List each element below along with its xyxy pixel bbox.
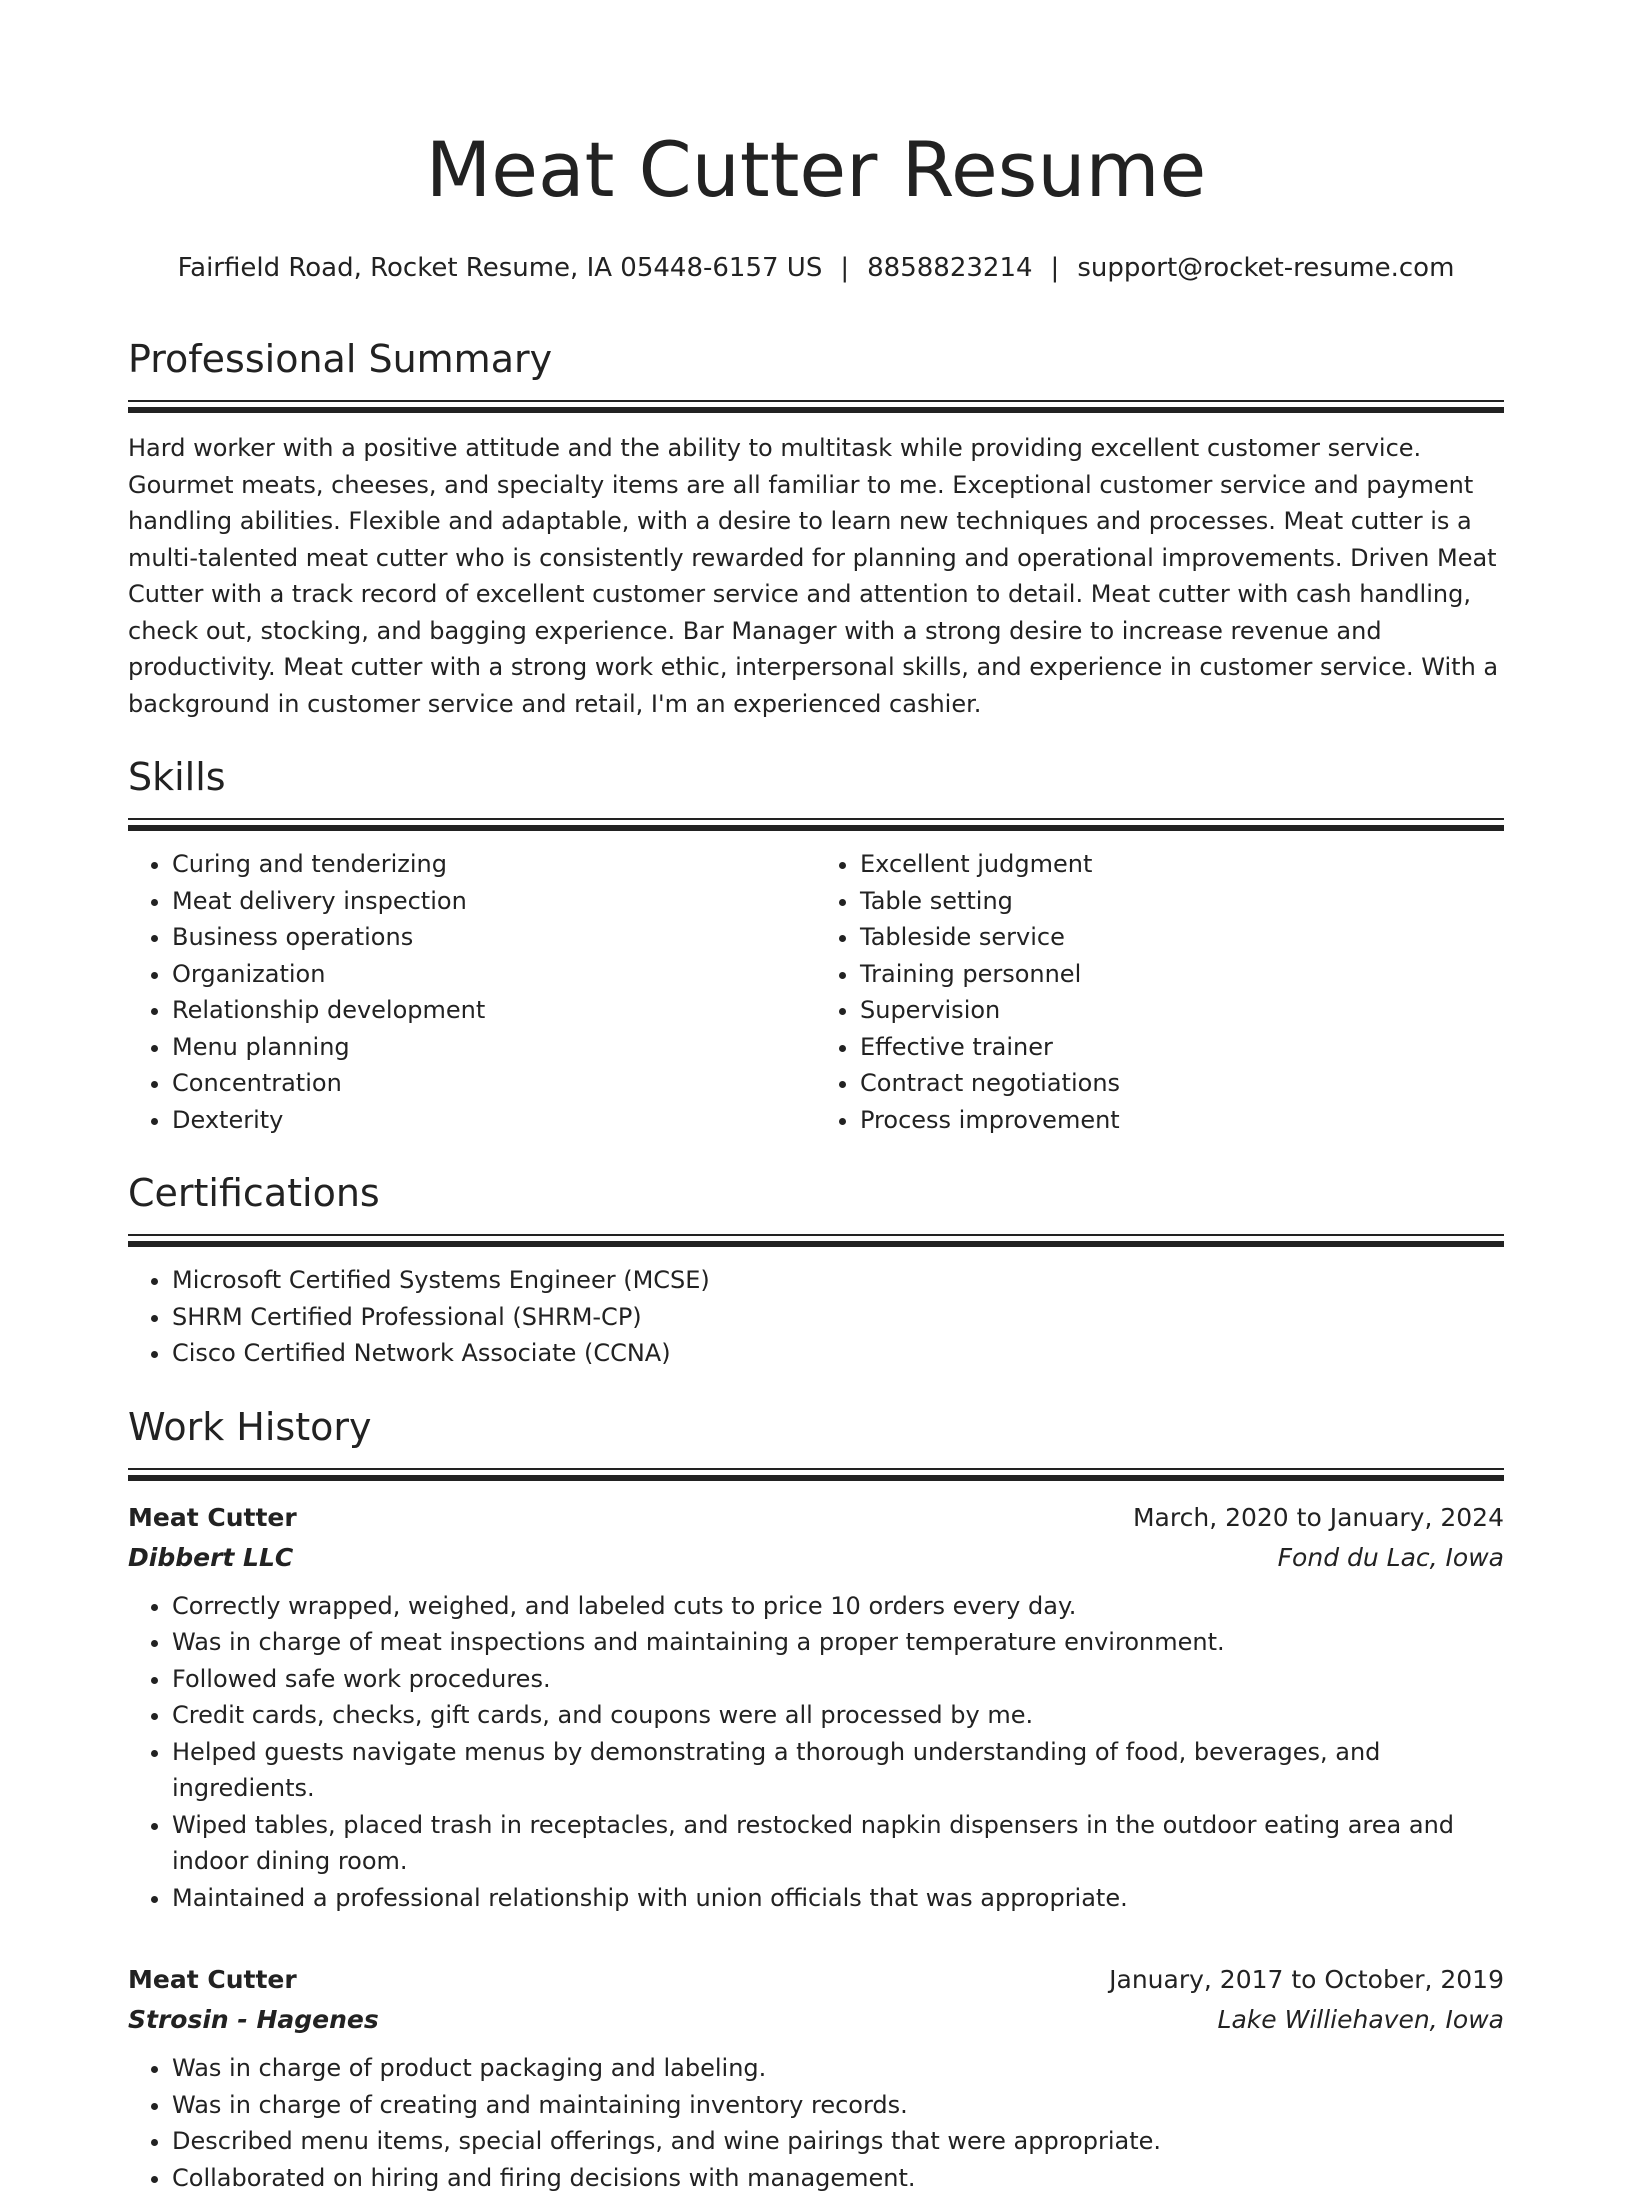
certifications-list bbox=[128, 1262, 1504, 1372]
job-company: Strosin - Hagenes bbox=[128, 2000, 379, 2040]
work-history-heading: Work History bbox=[128, 1402, 1504, 1452]
skill-item: • Menu planning bbox=[172, 1029, 816, 1066]
skills-list-left bbox=[128, 846, 816, 1138]
job-header-row bbox=[128, 1960, 1504, 2000]
job-bullets bbox=[128, 2050, 1504, 2196]
contact-email: support@rocket-resume.com bbox=[1077, 253, 1454, 283]
summary-heading: Professional Summary bbox=[128, 334, 1504, 384]
job-bullet: • Was in charge of meat inspections and maintaining a proper temperature environment. bbox=[172, 1624, 1504, 1661]
certification-item: • Microsoft Certified Systems Engineer (MCSE) bbox=[172, 1262, 1504, 1299]
skill-item: • Excellent judgment bbox=[860, 846, 1504, 883]
skill-item: • Dexterity bbox=[172, 1102, 816, 1139]
job-location: Lake Williehaven, Iowa bbox=[1218, 2000, 1504, 2040]
job-dates: January, 2017 to October, 2019 bbox=[1109, 1960, 1504, 2000]
contact-phone: 8858823214 bbox=[867, 253, 1032, 283]
job-bullet: • Described menu items, special offerings, and wine pairings that were appropriate. bbox=[172, 2123, 1504, 2160]
job-entry bbox=[128, 1960, 1504, 2196]
job-bullet: • Helped guests navigate menus by demonstrating a thorough understanding of food, beverages, and ingredients. bbox=[172, 1734, 1504, 1807]
skill-item: • Tableside service bbox=[860, 919, 1504, 956]
skill-item: • Table setting bbox=[860, 883, 1504, 920]
skill-item: • Concentration bbox=[172, 1065, 816, 1102]
job-title: Meat Cutter bbox=[128, 1498, 297, 1538]
section-divider bbox=[128, 818, 1504, 832]
job-company-row bbox=[128, 2000, 1504, 2040]
skill-item: • Process improvement bbox=[860, 1102, 1504, 1139]
certification-item: • Cisco Certified Network Associate (CCNA) bbox=[172, 1335, 1504, 1372]
job-location: Fond du Lac, Iowa bbox=[1278, 1538, 1504, 1578]
job-title: Meat Cutter bbox=[128, 1960, 297, 2000]
certification-item: • SHRM Certified Professional (SHRM-CP) bbox=[172, 1299, 1504, 1336]
skill-item: • Training personnel bbox=[860, 956, 1504, 993]
certifications-section bbox=[128, 1168, 1504, 1372]
job-dates: March, 2020 to January, 2024 bbox=[1133, 1498, 1504, 1538]
skills-section bbox=[128, 752, 1504, 1138]
resume-title: Meat Cutter Resume bbox=[128, 118, 1504, 222]
job-header-row bbox=[128, 1498, 1504, 1538]
skill-item: • Meat delivery inspection bbox=[172, 883, 816, 920]
summary-text: Hard worker with a positive attitude and the ability to multitask while providing excellent customer service. Gourmet meats, cheeses, and specialty items are all familiar to me. Exceptional customer service and payment handling abilities. Flexible and adaptable, with a desire to learn new techniques and processes. Meat cutter is a multi-talented meat cutter who is consistently rewarded for planning and operational improvements. Driven Meat Cutter with a track record of excellent customer service and attention to detail. Meat cutter with cash handling, check out, stocking, and bagging experience. Bar Manager with a strong desire to increase revenue and productivity. Meat cutter with a strong work ethic, interpersonal skills, and experience in customer service. With a background in customer service and retail, I'm an experienced cashier. bbox=[128, 430, 1504, 722]
skill-item: • Supervision bbox=[860, 992, 1504, 1029]
summary-section bbox=[128, 334, 1504, 722]
job-bullet: • Was in charge of creating and maintaining inventory records. bbox=[172, 2087, 1504, 2124]
work-history-section bbox=[128, 1402, 1504, 2196]
job-bullets bbox=[128, 1588, 1504, 1917]
job-bullet: • Collaborated on hiring and firing decisions with management. bbox=[172, 2160, 1504, 2196]
skills-heading: Skills bbox=[128, 752, 1504, 802]
contact-separator: | bbox=[1033, 253, 1078, 283]
skill-item: • Relationship development bbox=[172, 992, 816, 1029]
skills-columns bbox=[128, 832, 1504, 1138]
skill-item: • Organization bbox=[172, 956, 816, 993]
job-bullet: • Followed safe work procedures. bbox=[172, 1661, 1504, 1698]
skill-item: • Contract negotiations bbox=[860, 1065, 1504, 1102]
contact-separator: | bbox=[822, 253, 867, 283]
job-bullet: • Wiped tables, placed trash in receptacles, and restocked napkin dispensers in the outdoor eating area and indoor dining room. bbox=[172, 1807, 1504, 1880]
section-divider bbox=[128, 1468, 1504, 1482]
job-entry bbox=[128, 1498, 1504, 1917]
job-bullet: • Was in charge of product packaging and labeling. bbox=[172, 2050, 1504, 2087]
job-bullet: • Maintained a professional relationship with union officials that was appropriate. bbox=[172, 1880, 1504, 1917]
job-company: Dibbert LLC bbox=[128, 1538, 293, 1578]
contact-address: Fairfield Road, Rocket Resume, IA 05448-6157 US bbox=[178, 253, 823, 283]
skill-item: • Curing and tenderizing bbox=[172, 846, 816, 883]
section-divider bbox=[128, 1234, 1504, 1248]
certifications-heading: Certifications bbox=[128, 1168, 1504, 1218]
skill-item: • Business operations bbox=[172, 919, 816, 956]
job-bullet: • Correctly wrapped, weighed, and labeled cuts to price 10 orders every day. bbox=[172, 1588, 1504, 1625]
job-company-row bbox=[128, 1538, 1504, 1578]
skill-item: • Effective trainer bbox=[860, 1029, 1504, 1066]
skills-list-right bbox=[816, 846, 1504, 1138]
contact-line bbox=[128, 250, 1504, 286]
section-divider bbox=[128, 400, 1504, 414]
job-bullet: • Credit cards, checks, gift cards, and coupons were all processed by me. bbox=[172, 1697, 1504, 1734]
